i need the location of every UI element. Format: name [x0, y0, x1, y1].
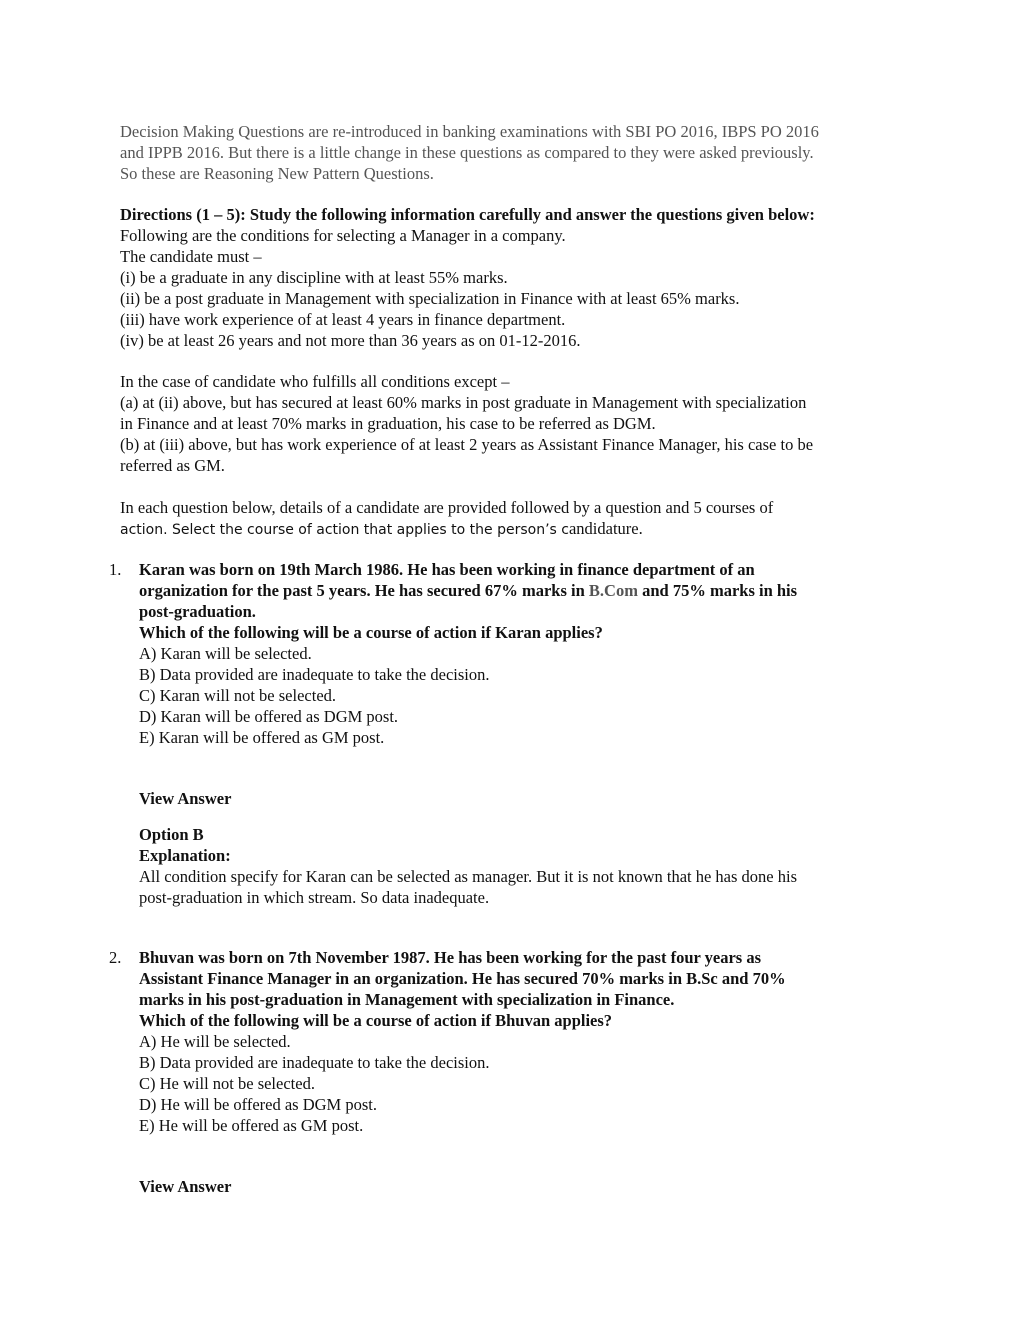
- exceptions-section: [120, 371, 910, 476]
- condition-item: (i) be a graduate in any discipline with at least 55% marks.: [120, 268, 508, 287]
- exception-line: (b) at (iii) above, but has work experience of at least 2 years as Assistant Finance Manager, his case to be: [120, 435, 814, 454]
- option-item: D) He will be offered as DGM post.: [139, 1095, 377, 1114]
- instructions-text: andidature.: [568, 519, 643, 538]
- question-stem-text: organization for the past 5 years. He has secured 67% marks in: [139, 581, 589, 600]
- option-item: A) Karan will be selected.: [139, 644, 312, 663]
- instructions-line: In each question below, details of a candidate are provided followed by a question and 5 courses of: [120, 498, 774, 517]
- question-number: 1.: [109, 560, 122, 579]
- option-item: E) Karan will be offered as GM post.: [139, 728, 385, 747]
- bcom-link[interactable]: B.Com: [588, 581, 638, 600]
- explanation-label: Explanation:: [139, 846, 231, 865]
- answer-option: Option B: [139, 825, 204, 844]
- option-item: D) Karan will be offered as DGM post.: [139, 707, 399, 726]
- option-item: A) He will be selected.: [139, 1032, 291, 1051]
- option-item: B) Data provided are inadequate to take the decision.: [139, 665, 490, 684]
- intro-line: and IPPB 2016. But there is a little change in these questions as compared to they were asked previously.: [120, 143, 814, 162]
- instructions-text: action. Select the course of action that applies to the person’s c: [120, 522, 569, 538]
- exception-line: in Finance and at least 70% marks in graduation, his case to be referred as DGM.: [120, 414, 656, 433]
- directions-heading: Directions (1 – 5): Study the following information carefully and answer the questions given below:: [120, 205, 815, 224]
- question-stem: post-graduation.: [139, 602, 256, 621]
- option-item: E) He will be offered as GM post.: [139, 1116, 364, 1135]
- condition-item: (iii) have work experience of at least 4 years in finance department.: [120, 310, 566, 329]
- instructions-line: [120, 518, 910, 541]
- intro-line: So these are Reasoning New Pattern Questions.: [120, 164, 434, 183]
- condition-item: (ii) be a post graduate in Management with specialization in Finance with at least 65% marks.: [120, 289, 740, 308]
- question-stem: Karan was born on 19th March 1986. He has been working in finance department of an: [139, 560, 755, 579]
- question-stem: marks in his post-graduation in Management with specialization in Finance.: [139, 990, 675, 1009]
- view-answer-button[interactable]: View Answer: [139, 1177, 232, 1196]
- question-prompt: Which of the following will be a course of action if Bhuvan applies?: [139, 1011, 613, 1030]
- answer-block: [139, 824, 899, 908]
- question-body: [139, 947, 899, 1197]
- intro-line: Decision Making Questions are re-introduced in banking examinations with SBI PO 2016, IBPS PO 2016: [120, 122, 819, 141]
- question-number: 2.: [109, 948, 122, 967]
- exception-line: (a) at (ii) above, but has secured at least 60% marks in post graduate in Management with specialization: [120, 393, 807, 412]
- directions-line: Following are the conditions for selecting a Manager in a company.: [120, 226, 566, 245]
- question-body: [139, 559, 899, 908]
- explanation-text: All condition specify for Karan can be selected as manager. But it is not known that he has done his: [139, 867, 797, 886]
- question-stem: Assistant Finance Manager in an organization. He has secured 70% marks in B.Sc and 70%: [139, 969, 786, 988]
- exception-line: referred as GM.: [120, 456, 225, 475]
- directions-line: The candidate must –: [120, 247, 262, 266]
- question-prompt: Which of the following will be a course of action if Karan applies?: [139, 623, 603, 642]
- exceptions-intro: In the case of candidate who fulfills all conditions except –: [120, 372, 510, 391]
- question-stem-text: and 75% marks in his: [637, 581, 798, 600]
- option-item: C) He will not be selected.: [139, 1074, 315, 1093]
- intro-paragraph: [120, 121, 910, 184]
- directions-section: [120, 204, 910, 351]
- question-stem: [139, 580, 899, 601]
- option-item: C) Karan will not be selected.: [139, 686, 337, 705]
- question-stem: Bhuvan was born on 7th November 1987. He has been working for the past four years as: [139, 948, 762, 967]
- view-answer-button[interactable]: View Answer: [139, 789, 232, 808]
- explanation-text: post-graduation in which stream. So data inadequate.: [139, 888, 490, 907]
- condition-item: (iv) be at least 26 years and not more than 36 years as on 01-12-2016.: [120, 331, 581, 350]
- instructions-section: [120, 497, 910, 541]
- option-item: B) Data provided are inadequate to take the decision.: [139, 1053, 490, 1072]
